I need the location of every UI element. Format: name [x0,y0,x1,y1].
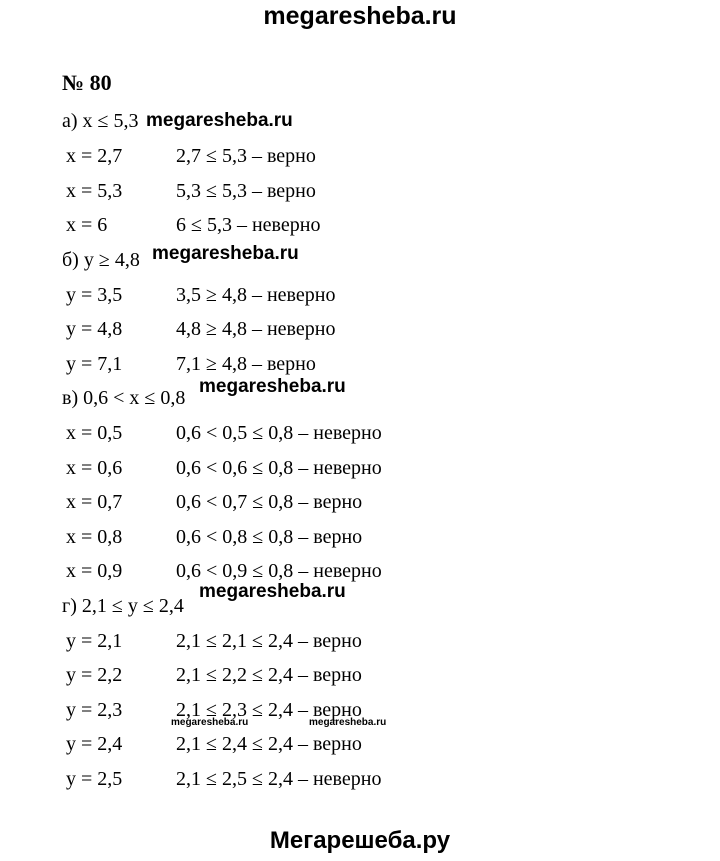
task-number: № 80 [62,70,112,95]
value-text: y = 2,1 [66,629,123,652]
check-text: 7,1 ≥ 4,8 – верно [176,352,316,375]
value-text: y = 4,8 [66,318,123,340]
list-item [62,727,362,762]
list-item [62,658,362,693]
value-text: x = 6 [66,214,108,236]
list-item [62,347,316,382]
section-heading-text: г) 2,1 ≤ y ≤ 2,4 [62,594,184,617]
check-text: 0,6 < 0,8 ≤ 0,8 – верно [176,525,363,548]
section-heading [62,589,185,624]
check-text: 2,1 ≤ 2,4 ≤ 2,4 – верно [176,733,362,755]
list-item [62,762,382,797]
watermark: megaresheba.ru [146,110,293,131]
value-text: y = 2,2 [66,664,123,686]
value-text: y = 2,3 [66,698,123,721]
section-heading-text: в) 0,6 < x ≤ 0,8 [62,387,186,409]
list-item [62,624,362,659]
value-text: y = 2,5 [66,767,123,790]
section-heading-text: б) y ≥ 4,8 [62,248,140,271]
check-text: 4,8 ≥ 4,8 – неверно [176,318,336,340]
check-text: 0,6 < 0,6 ≤ 0,8 – неверно [176,456,382,479]
list-item [62,416,382,451]
check-text: 2,1 ≤ 2,3 ≤ 2,4 – верно [176,698,362,721]
check-text: 3,5 ≥ 4,8 – неверно [176,283,336,306]
section-heading [62,381,185,416]
site-header: megaresheba.ru [263,2,457,30]
value-text: x = 0,8 [66,525,123,548]
site-footer: Мегарешеба.ру [269,827,451,854]
list-item [62,554,382,589]
value-text: y = 2,4 [66,733,123,755]
value-text: x = 0,7 [66,491,123,513]
section-heading-text: а) x ≤ 5,3 [62,110,139,132]
value-text: x = 0,9 [66,560,123,582]
watermark: megaresheba.ru [199,581,346,602]
watermark: megaresheba.ru [199,376,346,397]
list-item [62,451,382,486]
value-text: x = 5,3 [66,179,123,202]
check-text: 5,3 ≤ 5,3 – верно [176,179,316,202]
value-text: y = 3,5 [66,283,123,306]
check-text: 6 ≤ 5,3 – неверно [176,214,321,236]
check-text: 2,7 ≤ 5,3 – верно [176,145,316,167]
check-text: 0,6 < 0,7 ≤ 0,8 – верно [176,491,363,513]
value-text: x = 2,7 [66,145,123,167]
check-text: 0,6 < 0,9 ≤ 0,8 – неверно [176,560,382,582]
value-text: x = 0,5 [66,422,123,444]
list-item [62,174,316,209]
list-item [62,208,321,243]
watermark: megaresheba.ru [152,243,299,264]
value-text: y = 7,1 [66,352,123,375]
list-item [62,139,316,174]
watermark-small: megaresheba.ru [171,717,249,728]
list-item [62,485,363,520]
check-text: 2,1 ≤ 2,1 ≤ 2,4 – верно [176,629,362,652]
check-text: 2,1 ≤ 2,2 ≤ 2,4 – верно [176,664,362,686]
value-text: x = 0,6 [66,456,123,479]
list-item [62,520,363,555]
list-item [62,312,336,347]
check-text: 2,1 ≤ 2,5 ≤ 2,4 – неверно [176,767,382,790]
list-item [62,278,336,313]
check-text: 0,6 < 0,5 ≤ 0,8 – неверно [176,422,382,444]
watermark-small: megaresheba.ru [309,717,387,728]
